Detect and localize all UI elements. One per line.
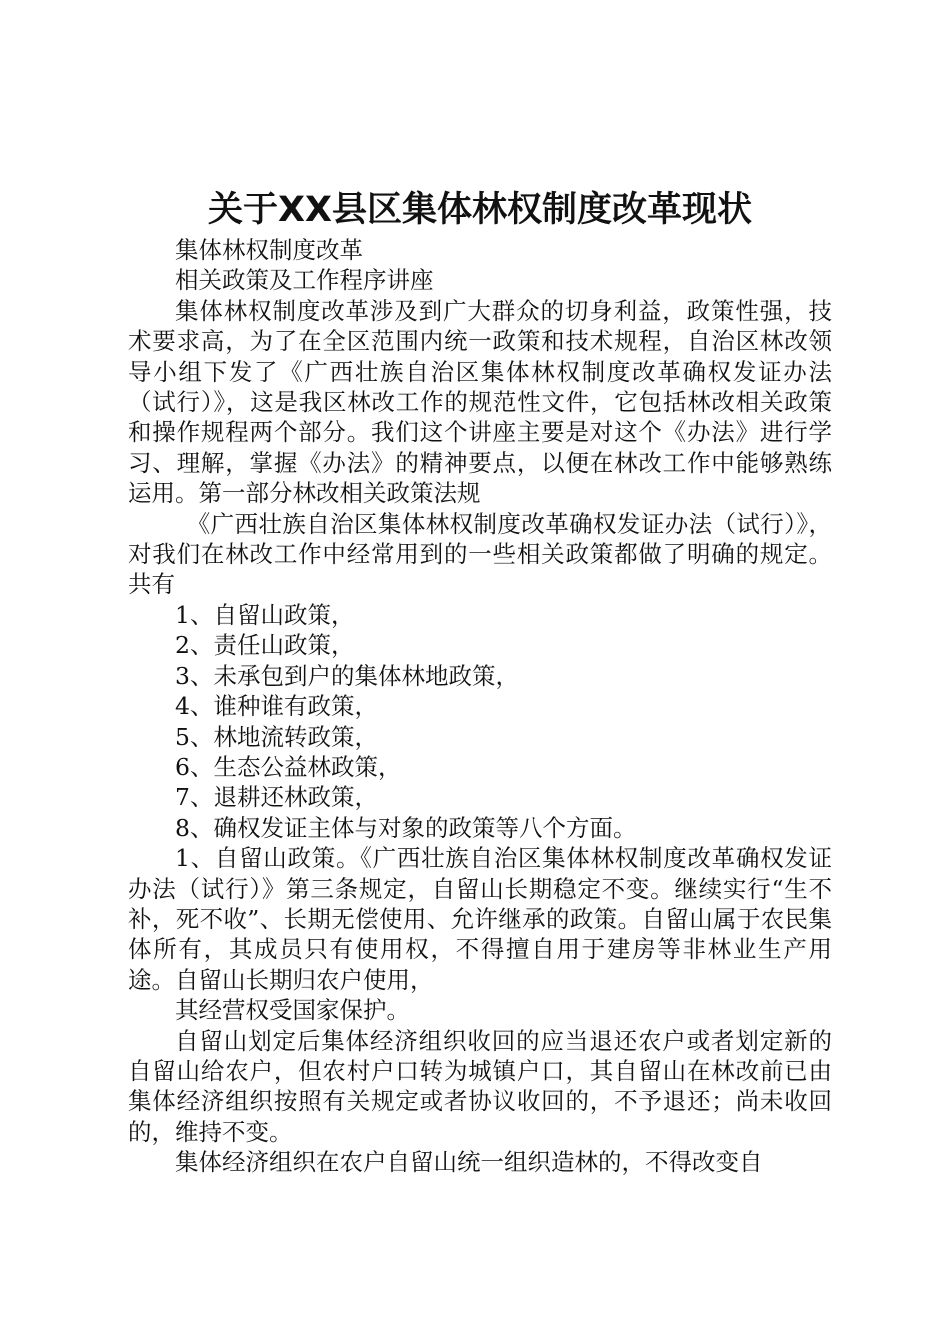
policy-list-item: 1、自留山政策， — [175, 600, 355, 629]
policy-list-item: 7、退耕还林政策， — [175, 783, 378, 812]
document-page — [128, 185, 832, 1178]
paragraph-subtitle-2: 相关政策及工作程序讲座 — [175, 266, 434, 295]
policy-list-item: 6、生态公益林政策， — [175, 752, 402, 781]
policy-list-item: 4、谁种谁有政策， — [175, 692, 378, 721]
paragraph-subtitle-1: 集体林权制度改革 — [175, 236, 363, 264]
policy-list-item: 5、林地流转政策， — [175, 722, 378, 751]
paragraph-management-rights: 其经营权受国家保护。 — [175, 996, 410, 1025]
policy-list-item: 8、确权发证主体与对象的政策等八个方面。 — [175, 813, 637, 842]
paragraph-policy-overview: 《广西壮族自治区集体林权制度改革确权发证办法（试行）》，对我们在林改工作中经常用到的一些相关政策都做了明确的规定。共有 — [128, 509, 832, 599]
paragraph-return-rules: 自留山划定后集体经济组织收回的应当退还农户或者划定新的自留山给农户，但农村户口转为城镇户口，其自留山在林改前已由集体经济组织按照有关规定或者协议收回的，不予退还；尚未收回的，维持不变。 — [128, 1026, 832, 1146]
paragraph-self-reserved-policy: 1、自留山政策。《广西壮族自治区集体林权制度改革确权发证办法（试行）》第三条规定，自留山长期稳定不变。继续实行“生不补，死不收”、长期无偿使用、允许继承的政策。自留山属于农民集体所有，其成员只有使用权，不得擅自用于建房等非林业生产用途。自留山长期归农户使用， — [128, 844, 832, 994]
paragraph-intro: 集体林权制度改革涉及到广大群众的切身利益，政策性强，技术要求高，为了在全区范围内统一政策和技术规程，自治区林改领导小组下发了《广西壮族自治区集体林权制度改革确权发证办法（试行）》，这是我区林改工作的规范性文件，它包括林改相关政策和操作规程两个部分。我们这个讲座主要是对这个《办法》进行学习、理解，掌握《办法》的精神要点，以便在林改工作中能够熟练运用。第一部分林改相关政策法规 — [128, 296, 832, 508]
policy-list-item: 3、未承包到户的集体林地政策， — [175, 661, 519, 690]
policy-list-item: 2、责任山政策， — [175, 631, 355, 660]
paragraph-afforestation: 集体经济组织在农户自留山统一组织造林的，不得改变自 — [175, 1148, 763, 1177]
document-title: 关于XX县区集体林权制度改革现状 — [208, 190, 752, 230]
